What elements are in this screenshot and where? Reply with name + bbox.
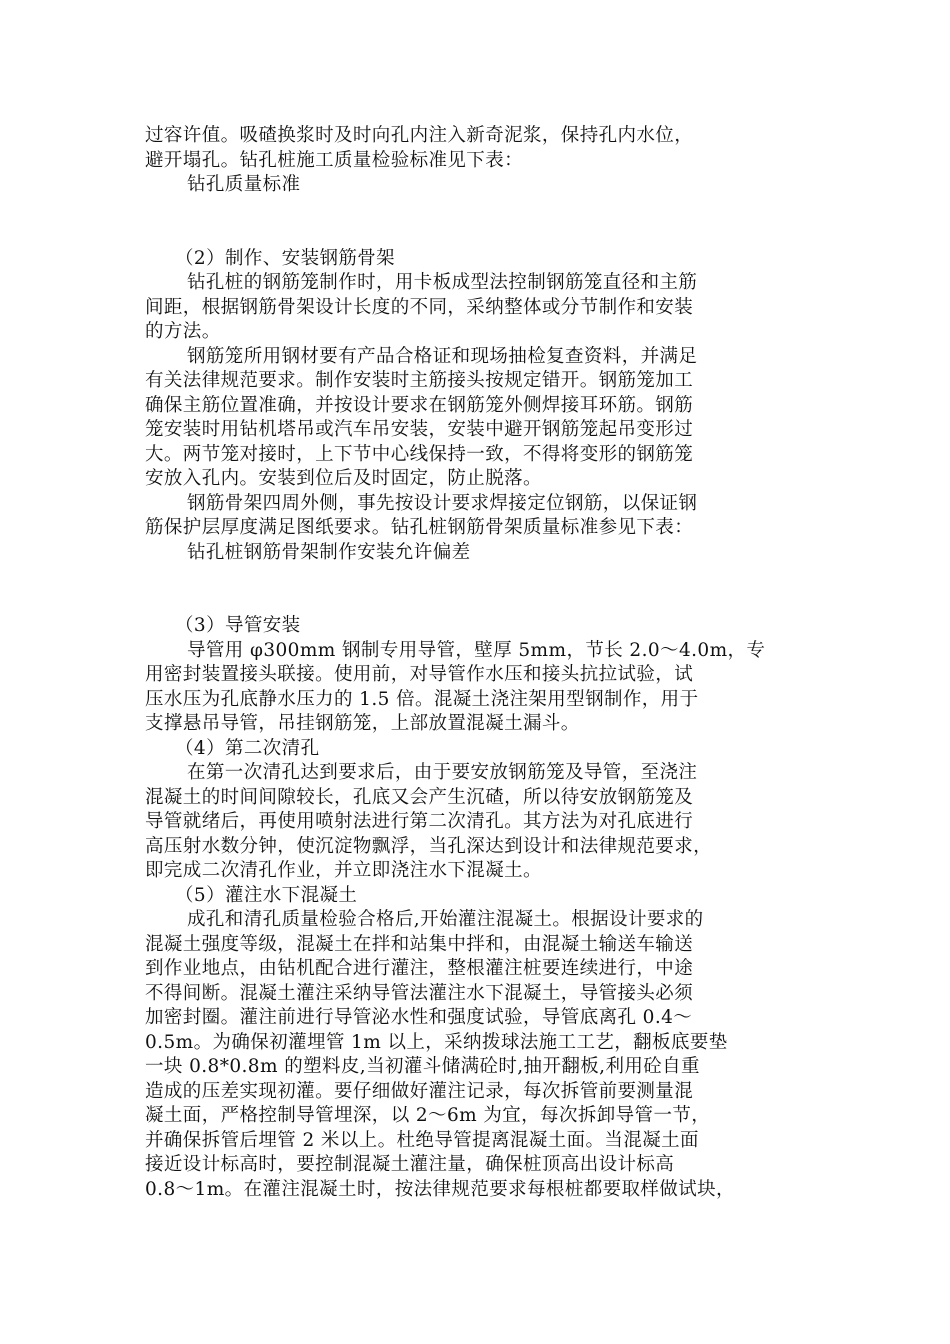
text-line: 筋保护层厚度满足图纸要求。钻孔桩钢筋骨架质量标准参见下表： — [145, 517, 694, 538]
text-line: 笼安装时用钻机塔吊或汽车吊安装，安装中避开钢筋笼起吊变形过 — [145, 419, 694, 440]
text-line: 高压射水数分钟，使沉淀物飘浮，当孔深达到设计和法律规范要求， — [145, 835, 713, 857]
text-line: 钻孔桩钢筋骨架制作安装允许偏差 — [187, 541, 471, 563]
text-line: 到作业地点，由钻机配合进行灌注，整根灌注桩要连续进行，中途 — [145, 958, 694, 979]
text-line: 不得间断。混凝土灌注采纳导管法灌注水下混凝土，导管接头必须 — [145, 982, 694, 1004]
text-line: 即完成二次清孔作业，并立即浇注水下混凝土。 — [145, 860, 542, 881]
text-line: 间距，根据钢筋骨架设计长度的不同，采纳整体或分节制作和安装 — [145, 296, 694, 318]
section-heading: （2）制作、安装钢筋骨架 — [175, 247, 396, 269]
text-line: 过容许值。吸碴换浆时及时向孔内注入新奇泥浆，保持孔内水位， — [145, 125, 694, 146]
text-line: 成孔和清孔质量检验合格后,开始灌注混凝土。根据设计要求的 — [187, 909, 704, 930]
text-line: 钢筋骨架四周外侧，事先按设计要求焊接定位钢筋，以保证钢 — [187, 492, 698, 514]
text-line: 混凝土强度等级，混凝土在拌和站集中拌和，由混凝土输送车输送 — [145, 933, 694, 955]
text-line: 用密封装置接头联接。使用前，对导管作水压和接头抗拉试验，试 — [145, 664, 694, 685]
text-line: 大。两节笼对接时，上下节中心线保持一致，不得将变形的钢筋笼 — [145, 443, 694, 465]
text-line: 0.5m。为确保初灌埋管 1m 以上，采纳拨球法施工工艺，翻板底要垫 — [145, 1031, 728, 1053]
text-line: 钻孔桩的钢筋笼制作时，用卡板成型法控制钢筋笼直径和主筋 — [187, 272, 698, 293]
text-line: 造成的压差实现初灌。要仔细做好灌注记录，每次拆管前要测量混 — [145, 1080, 694, 1102]
table-placeholder-gap — [145, 198, 810, 247]
document-body — [145, 124, 810, 1202]
text-line: 在第一次清孔达到要求后，由于要安放钢筋笼及导管，至浇注 — [187, 762, 698, 783]
text-line: 0.8～1m。在灌注混凝土时，按法律规范要求每根桩都要取样做试块， — [145, 1178, 735, 1200]
text-line: 混凝土的时间间隙较长，孔底又会产生沉碴，所以待安放钢筋笼及 — [145, 786, 694, 808]
text-line: 导管用 φ300mm 钢制专用导管，壁厚 5mm，节长 2.0～4.0m，专 — [187, 639, 766, 661]
text-line: 接近设计标高时，要控制混凝土灌注量，确保桩顶高出设计标高 — [145, 1154, 675, 1175]
text-line: 凝土面，严格控制导管埋深，以 2～6m 为宜，每次拆卸导管一节， — [145, 1105, 711, 1126]
text-line: 有关法律规范要求。制作安装时主筋接头按规定错开。钢筋笼加工 — [145, 370, 694, 391]
text-line: 支撑悬吊导管，吊挂钢筋笼，上部放置混凝土漏斗。 — [145, 713, 580, 734]
text-line: 避开塌孔。钻孔桩施工质量检验标准见下表： — [145, 149, 524, 171]
table-placeholder-gap — [145, 565, 810, 614]
section-heading: （4）第二次清孔 — [175, 737, 320, 759]
text-line: 加密封圈。灌注前进行导管泌水性和强度试验，导管底离孔 0.4～ — [145, 1007, 693, 1028]
text-line: 并确保拆管后埋管 2 米以上。杜绝导管提离混凝土面。当混凝土面 — [145, 1129, 699, 1151]
section-heading: （3）导管安装 — [175, 615, 301, 636]
text-line: 确保主筋位置准确，并按设计要求在钢筋笼外侧焊接耳环筋。钢筋 — [145, 394, 694, 416]
text-line: 一块 0.8*0.8m 的塑料皮,当初灌斗储满砼时,抽开翻板,利用砼自重 — [145, 1056, 700, 1077]
text-line: 钢筋笼所用钢材要有产品合格证和现场抽检复查资料，并满足 — [187, 345, 698, 367]
text-line: 安放入孔内。安装到位后及时固定，防止脱落。 — [145, 468, 542, 489]
text-line: 压水压为孔底静水压力的 1.5 倍。混凝土浇注架用型钢制作，用于 — [145, 688, 699, 710]
text-line: 导管就绪后，再使用喷射法进行第二次清孔。其方法为对孔底进行 — [145, 811, 694, 832]
section-heading: （5）灌注水下混凝土 — [175, 884, 358, 906]
text-line: 的方法。 — [145, 321, 221, 342]
text-line: 钻孔质量标准 — [187, 174, 301, 195]
